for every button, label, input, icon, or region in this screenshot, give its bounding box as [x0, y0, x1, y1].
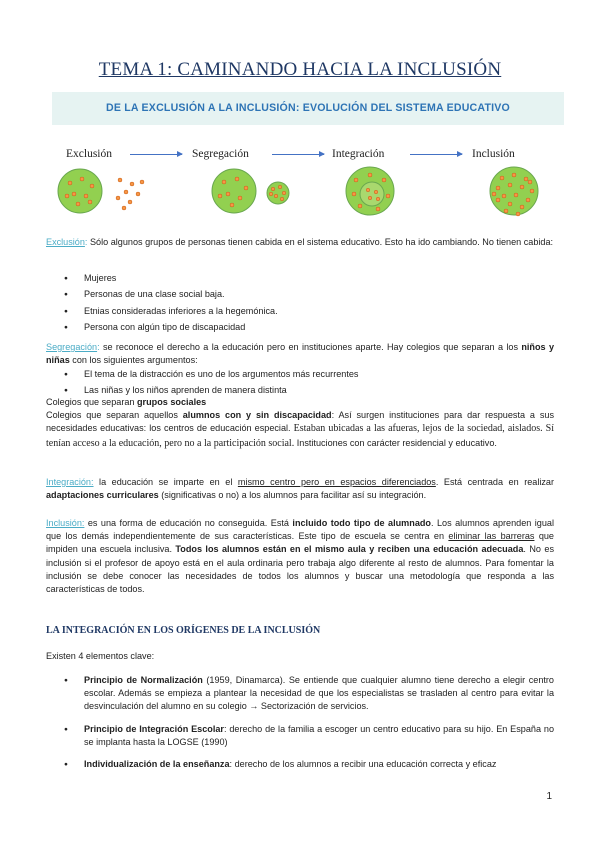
list-item: [64, 723, 554, 749]
item-text: : derecho de la familia a escoger un centro educativo para su hijo. En España no se implanta hasta la LOGSE (1990): [84, 723, 554, 747]
list-item: ● Las niñas y los niños aprenden de manera distinta: [64, 384, 554, 397]
segregation-term: Segregación: [46, 342, 98, 352]
diagram-label-exclusion: Exclusión: [66, 148, 112, 160]
key-elements-list: [64, 674, 554, 774]
segregation-serif-text: Estaban ubicadas a las afueras, lejos de la sociedad, aislados. Sí tenían acceso a la educación, pero no a la participación social.: [46, 423, 554, 449]
segregation-text: Instituciones con carácter residencial y educativo.: [294, 437, 497, 448]
page-number: 1: [546, 791, 552, 802]
segregation-text: Colegios que separan aquellos: [46, 410, 183, 420]
segregation-bold: niños y niñas: [46, 342, 554, 366]
page-title: TEMA 1: CAMINANDO HACIA LA INCLUSIÓN: [98, 59, 502, 80]
inclusion-text: . Los alumnos aprenden igual que los demás independientemente de sus características. Este tipo de escuela se centra en: [46, 518, 554, 542]
segregation-text: se reconoce el derecho a la educación pero en instituciones aparte. Hay colegios que separan a los: [99, 342, 522, 352]
list-item: ● Personas de una clase social baja.: [64, 288, 554, 301]
integration-text: la educación se imparte en el: [93, 477, 238, 487]
diagram-circles: [40, 138, 560, 228]
segregation-figure: [212, 169, 289, 213]
integration-text: (significativas o no) a los alumnos para facilitar así su integración.: [158, 490, 427, 501]
list-item: [64, 758, 554, 771]
list-item: ● El tema de la distracción es uno de los argumentos más recurrentes: [64, 368, 554, 381]
integration-term: Integración:: [46, 477, 94, 487]
inclusion-bold: incluido todo tipo de alumnado: [292, 518, 431, 528]
exclusion-list: [64, 272, 554, 337]
list-item: ● Mujeres: [64, 272, 554, 285]
integration-bold: adaptaciones curriculares: [46, 490, 159, 501]
inclusion-figure: [490, 167, 538, 216]
diagram-label-integration: Integración: [332, 148, 385, 160]
inclusion-term: Inclusión:: [46, 518, 85, 528]
item-bold: Principio de Integración Escolar: [84, 723, 224, 734]
segregation-disability-paragraph: [46, 409, 554, 451]
list-item: [64, 674, 554, 714]
integration-text: . Está centrada en realizar: [435, 477, 555, 487]
exclusion-figure: [58, 169, 144, 213]
section-intro: Existen 4 elementos clave:: [46, 651, 155, 661]
inclusion-text: . No es inclusión si el profesor de apoyo está en el aula ordinaria pero trabaja algo diferente al resto de alumnos. Para fomentar la inclusión se debe conocer las necesidades de todos los alumnos y buscar una metodología que responda a las características de todos.: [46, 544, 554, 594]
list-item: ● Persona con algún tipo de discapacidad: [64, 321, 554, 334]
exclusion-paragraph: Exclusión: Sólo algunos grupos de personas tienen cabida en el sistema educativo. Esto ha ido cambiando. No tienen cabida:: [46, 237, 554, 247]
inclusion-paragraph: [46, 517, 554, 596]
item-bold: Principio de Normalización: [84, 675, 203, 685]
inclusion-bold: Todos los alumnos están en el mismo aula y reciben una educación adecuada: [175, 544, 524, 555]
segregation-bold: grupos sociales: [137, 397, 207, 407]
segregation-groups-line: [46, 396, 554, 409]
integration-paragraph: [46, 476, 554, 502]
segregation-bold: alumnos con y sin discapacidad: [182, 410, 332, 420]
item-text: (1959, Dinamarca). Se entiende que cualquier alumno tiene derecho a elegir centro escolar. Además se empieza a plantear la necesidad de que los especialistas se trasladen al centro para evitar la desvinculación del alumno en su colegio → Sectorización de servicios.: [84, 675, 554, 712]
diagram-label-segregation: Segregación: [192, 148, 249, 160]
integration-figure: [346, 167, 394, 215]
exclusion-term: Exclusión: [46, 237, 85, 247]
segregation-text: : Así surgen instituciones para dar respuesta a sus necesidades educativas: los centros de educación especial.: [46, 410, 554, 434]
exclusion-text: Sólo algunos grupos de personas tienen cabida en el sistema educativo. Esto ha ido cambiando. No tienen cabida:: [87, 237, 554, 247]
inclusion-underline: eliminar las barreras: [448, 531, 535, 542]
item-text: : derecho de los alumnos a recibir una educación correcta y eficaz: [229, 758, 497, 769]
segregation-text: con los siguientes argumentos:: [69, 355, 198, 366]
item-bold: Individualización de la enseñanza: [84, 758, 230, 769]
list-item: ● Etnias consideradas inferiores a la hegemónica.: [64, 305, 554, 318]
evolution-diagram: [40, 138, 560, 228]
segregation-text: Colegios que separan: [46, 397, 137, 407]
inclusion-text: es una forma de educación no conseguida. Está: [84, 518, 293, 528]
integration-underline: mismo centro pero en espacios diferenciados: [237, 477, 436, 487]
inclusion-text: que impiden una escuela inclusiva.: [46, 531, 554, 555]
section-heading: LA INTEGRACIÓN EN LOS ORÍGENES DE LA INCLUSIÓN: [46, 625, 321, 636]
section-banner: DE LA EXCLUSIÓN A LA INCLUSIÓN: EVOLUCIÓN DEL SISTEMA EDUCATIVO: [52, 92, 564, 125]
segregation-paragraph: Segregación: se reconoce el derecho a la educación pero en instituciones aparte. Hay colegios que separan a los niños y niñas con los siguientes argumentos:: [46, 342, 554, 366]
diagram-label-inclusion: Inclusión: [472, 148, 515, 160]
